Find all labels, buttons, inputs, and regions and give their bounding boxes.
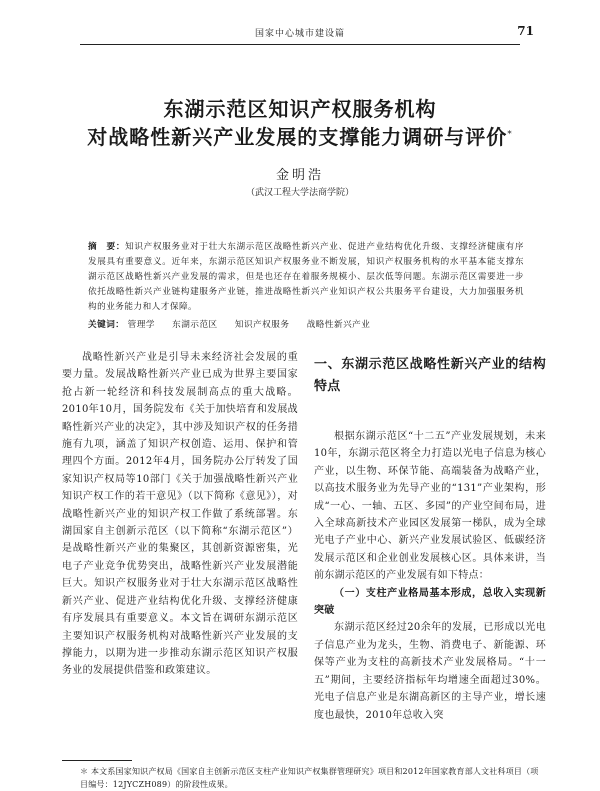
abstract [88, 240, 524, 315]
keyword-item: 东湖示范区 [172, 320, 218, 330]
article-title-line-2 [40, 121, 560, 150]
right-column [314, 354, 546, 724]
journal-section-title: 国家中心城市建设篇 [254, 29, 345, 39]
title-footnote-mark: * [507, 129, 513, 140]
intro-paragraph: 战略性新兴产业是引导未来经济社会发展的重要力量。发展战略性新兴产业已成为世界主要国家抢占新一轮经济和科技发展制高点的重大战略。2010年10月，国务院发布《关于加快培育和发展战略性新兴产业的决定》，其中涉及知识产权的任务措施有九项，涵盖了知识产权创造、运用、保护和管理四个方面。2012年4月，国务院办公厅转发了国家知识产权局等10部门《关于加强战略性新兴产业知识产权工作的若干意见》（以下简称《意见》），对战略性新兴产业的知识产权工作做了系统部署。东湖国家自主创新示范区（以下简称“东湖示范区”）是战略性新兴产业的集聚区，其创新资源密集，光电子产业竞争优势突出，战略性新兴产业发展潜能巨大。知识产权服务业对于壮大东湖示范区战略性新兴产业、促进产业结构优化升级、支撑经济健康有序发展具有重要意义。本文旨在调研东湖示范区主要知识产权服务机构对战略性新兴产业发展的支撑能力，以期为进一步推动东湖示范区知识产权服务业的发展提供借鉴和政策建议。 [62, 352, 298, 677]
author-name: 金明浩 [275, 168, 324, 183]
header-rule [80, 44, 520, 45]
keyword-item: 知识产权服务 [234, 320, 290, 330]
footnote: ＊ 本文系国家知识产权局《国家自主创新示范区支柱产业知识产权集群管理研究》项目和2012年国家教育部人文社科项目（项目编号：12JYCZH089）的阶段性成果。 [80, 767, 539, 789]
left-column [62, 349, 298, 680]
keyword-item: 战略性新兴产业 [306, 320, 371, 330]
abstract-label: 摘 要： [88, 242, 126, 252]
section-heading: 一、东湖示范区战略性新兴产业的结构特点 [314, 357, 546, 394]
body-paragraph: 东湖示范区经过20余年的发展，已形成以光电子信息产业为龙头，生物、消费电子、新能源、环保等产业为支柱的高新技术产业发展格局。“十一五”期间，主要经济指标年均增速全面超过30%。光电子信息产业是东湖高新区的主导产业，增长速度也最快，2010年总收入突 [314, 622, 546, 721]
body-paragraph: 根据东湖示范区“十二五”产业发展规划，未来10年，东湖示范区将全力打造以光电子信息为核心产业，以生物、环保节能、高端装备为战略产业，以高技术服务业为先导产业的“131”产业架构，形成“一心、一轴、五区、多园”的产业空间布局，进入全球高新技术产业园区发展第一梯队，成为全球光电子产业中心、新兴产业发展试验区、低碳经济发展示范区和企业创业发展核心区。具体来讲，当前东湖示范区的产业发展有如下特点： [314, 431, 546, 582]
page-header [80, 24, 534, 42]
abstract-text: 知识产权服务业对于壮大东湖示范区战略性新兴产业、促进产业结构优化升级、支撑经济健康有序发展具有重要意义。近年来，东湖示范区知识产权服务业不断发展，知识产权服务机构的水平基本能支撑东湖示范区战略性新兴产业发展的需求，但是也还存在着服务规模小、层次低等问题。东湖示范区需要进一步依托战略性新兴产业链构建服务产业链，推进战略性新兴产业知识产权公共服务平台建设，大力加强服务机构的业务能力和人才保障。 [88, 242, 524, 312]
keywords [88, 318, 524, 330]
subsection-heading [314, 585, 546, 620]
subsection-heading-text: （一）支柱产业格局基本形成，总收入实现新突破 [314, 587, 546, 617]
keywords-label: 关键词： [88, 320, 125, 330]
author-affiliation: （武汉工程大学法商学院） [245, 188, 354, 198]
article-title-line-1: 东湖示范区知识产权服务机构 [163, 97, 437, 121]
page-number: 71 [517, 24, 534, 38]
footnote-rule [62, 760, 132, 761]
keyword-item: 管理学 [127, 320, 155, 330]
article-title-line-2-text: 对战略性新兴产业发展的支撑能力调研与评价 [87, 125, 508, 149]
